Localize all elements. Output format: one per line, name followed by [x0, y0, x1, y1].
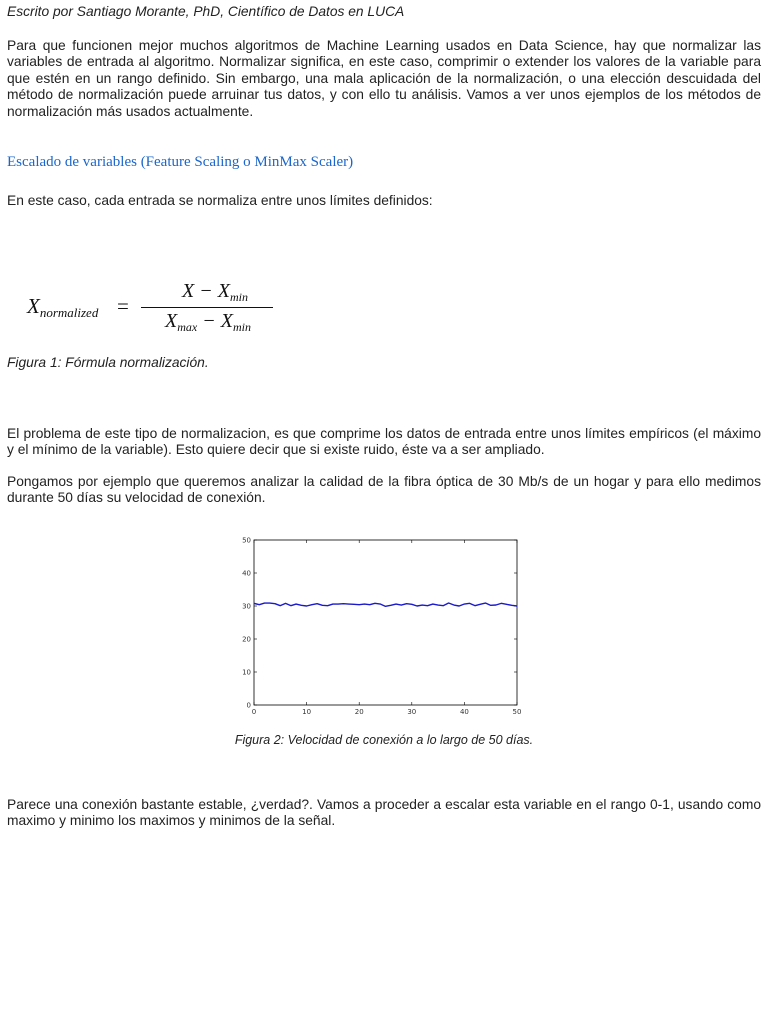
formula-denominator-text-a: X	[165, 310, 178, 332]
problem-paragraph: El problema de este tipo de normalizacion, es que comprime los datos de entrada entre unos límites empíricos (el máximo y el mínimo de la variable). Esto quiere decir que si existe ruido, éste va a ser ampliado.	[7, 426, 761, 458]
plot-frame	[254, 540, 517, 705]
formula-fraction-bar	[141, 307, 273, 308]
y-tick-label-0: 0	[246, 701, 251, 710]
y-tick-label-1: 10	[242, 668, 251, 677]
formula-lhs-symbol: X	[27, 294, 40, 318]
y-tick-label-2: 20	[242, 635, 251, 644]
case-paragraph: En este caso, cada entrada se normaliza entre unos límites definidos:	[7, 193, 433, 208]
formula-numerator	[155, 280, 275, 305]
x-tick-label-0: 0	[251, 708, 257, 716]
x-tick-label-3: 30	[407, 708, 417, 716]
x-tick-label-1: 10	[302, 708, 312, 716]
closing-paragraph: Parece una conexión bastante estable, ¿verdad?. Vamos a proceder a escalar esta variable en el rango 0-1, usando como maximo y minimo los maximos y minimos de la señal.	[7, 797, 761, 829]
figure-1-caption: Figura 1: Fórmula normalización.	[7, 355, 209, 370]
formula-denominator-text-b: − X	[197, 310, 233, 332]
formula-equals: =	[117, 294, 129, 318]
x-tick-label-2: 20	[354, 708, 364, 716]
example-paragraph: Pongamos por ejemplo que queremos analizar la calidad de la fibra óptica de 30 Mb/s de un hogar y para ello medimos durante 50 días su velocidad de conexión.	[7, 474, 761, 506]
figure-2-caption: Figura 2: Velocidad de conexión a lo largo de 50 días.	[234, 733, 534, 747]
intro-paragraph: Para que funcionen mejor muchos algoritmos de Machine Learning usados en Data Science, hay que normalizar las variables de entrada al algoritmo. Normalizar significa, en este caso, comprimir o extender los valores de la variable para que estén en un rango definido. Sin embargo, una mala aplicación de la normalización, o una elección descuidada del método de normalización puede arruinar tus datos, y con ello tu análisis. Vamos a ver unos ejemplos de los métodos de normalización más usados actualmente.	[7, 38, 761, 119]
formula-denominator-subscript-b: min	[232, 320, 251, 334]
byline: Escrito por Santiago Morante, PhD, Científico de Datos en LUCA	[7, 4, 405, 19]
formula-lhs-subscript: normalized	[39, 305, 99, 320]
formula-numerator-text: X − X	[182, 280, 230, 302]
formula-denominator-subscript-a: max	[177, 320, 198, 334]
formula-denominator	[141, 310, 275, 335]
y-tick-label-4: 40	[242, 569, 251, 578]
formula-lhs	[27, 294, 98, 321]
y-tick-label-3: 30	[242, 602, 251, 611]
y-tick-label-5: 50	[242, 536, 251, 545]
x-tick-label-5: 50	[512, 708, 522, 716]
section-heading: Escalado de variables (Feature Scaling o MinMax Scaler)	[7, 154, 354, 170]
x-tick-label-4: 40	[459, 708, 469, 716]
speed-chart	[230, 532, 530, 718]
formula-numerator-subscript: min	[229, 290, 248, 304]
normalization-formula	[27, 280, 287, 340]
